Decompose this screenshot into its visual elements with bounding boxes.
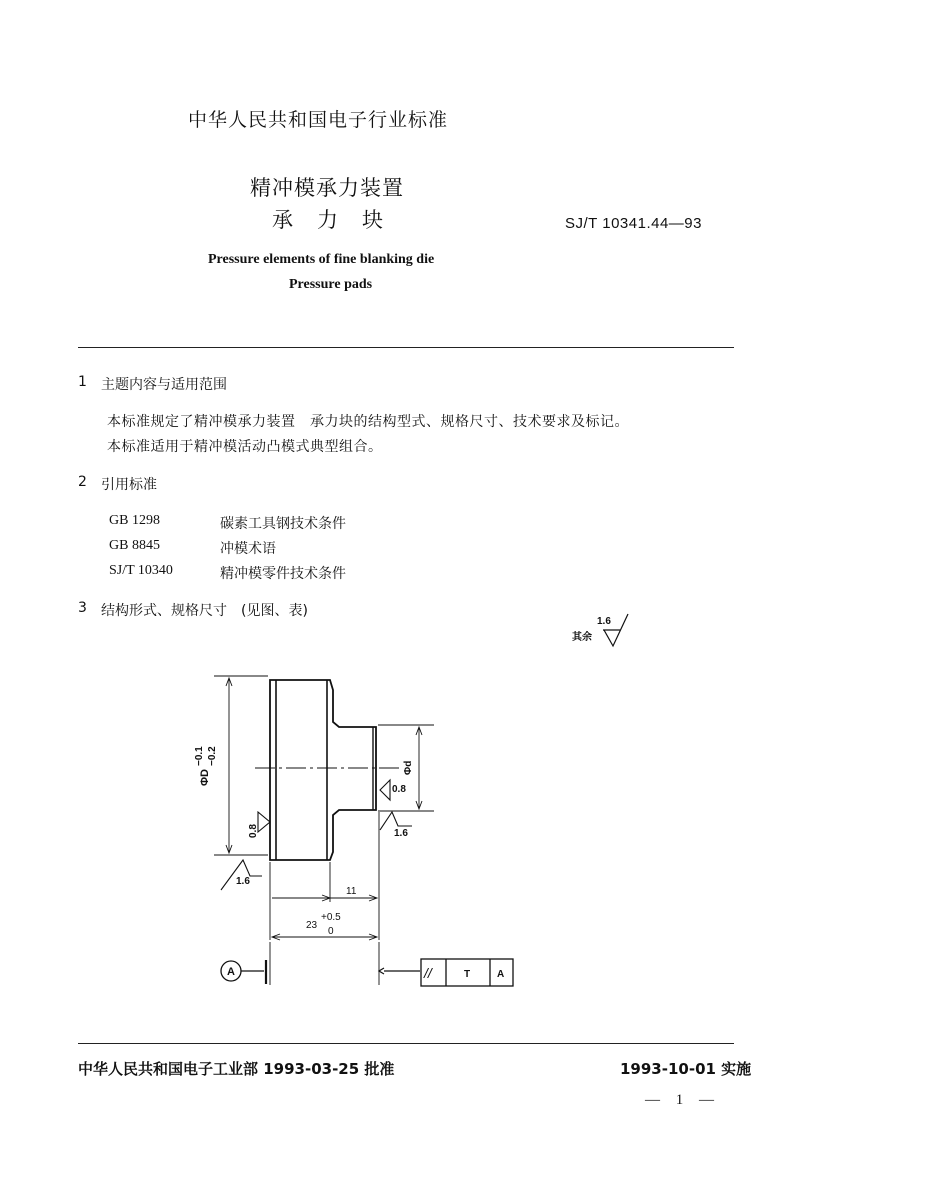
- roughness-face-value: 0.8: [248, 824, 259, 838]
- small-diameter-label: Φd: [403, 760, 414, 775]
- section-1-paragraph-2: 本标准适用于精冲模活动凸模式典型组合。: [107, 439, 383, 455]
- dimension-23-tol-upper: +0.5: [321, 912, 341, 923]
- main-diameter-label: ΦD: [199, 769, 211, 786]
- roughness-rest-label: 其余: [572, 632, 592, 643]
- dimension-23: 23: [306, 920, 318, 931]
- datum-a-label: A: [227, 966, 235, 978]
- section-2-heading: 引用标准: [101, 477, 157, 493]
- section-3-heading: 结构形式、规格尺寸 (见图、表): [101, 603, 308, 619]
- standard-title: 精冲模承力装置: [250, 176, 404, 200]
- english-subtitle: Pressure pads: [289, 277, 373, 292]
- roughness-step-value: 1.6: [394, 828, 408, 839]
- roughness-face-icon: [258, 812, 270, 832]
- reference-name: 精冲模零件技术条件: [220, 566, 346, 582]
- gtol-tolerance-label: T: [464, 969, 471, 980]
- dimension-11: 11: [346, 886, 357, 897]
- pressure-pad-outline: [270, 680, 376, 860]
- dimension-23-tol-lower: 0: [328, 926, 334, 937]
- reference-name: 碳素工具钢技术条件: [220, 516, 346, 532]
- roughness-rest-value: 1.6: [597, 616, 611, 627]
- issuing-organization: 中华人民共和国电子行业标准: [188, 109, 449, 131]
- gtol-parallelism-symbol: //: [424, 965, 432, 981]
- main-diameter-tol-lower: −0.2: [207, 746, 218, 766]
- gtol-datum-label: A: [497, 969, 505, 980]
- main-diameter-tol-upper: −0.1: [194, 746, 205, 766]
- reference-code: SJ/T 10340: [109, 563, 173, 578]
- english-title: Pressure elements of fine blanking die: [208, 252, 435, 267]
- footer-divider: [78, 1043, 734, 1044]
- section-3-number: 3: [78, 600, 87, 616]
- roughness-shoulder-value: 0.8: [392, 784, 406, 795]
- approval-line: 中华人民共和国电子工业部 1993-03-25 批准: [78, 1060, 395, 1078]
- roughness-shoulder-icon: [380, 780, 390, 800]
- section-1-number: 1: [78, 374, 87, 390]
- standard-subtitle: 承力块: [272, 208, 407, 232]
- reference-name: 冲模术语: [220, 541, 276, 557]
- section-1-paragraph-1: 本标准规定了精冲模承力装置 承力块的结构型式、规格尺寸、技术要求及标记。: [107, 414, 629, 430]
- reference-code: GB 8845: [109, 538, 160, 553]
- implementation-date: 1993-10-01 实施: [620, 1060, 752, 1078]
- roughness-bottom-value: 1.6: [236, 876, 250, 887]
- reference-code: GB 1298: [109, 513, 160, 528]
- section-1-heading: 主题内容与适用范围: [101, 377, 227, 393]
- page-number: — 1 —: [645, 1092, 720, 1108]
- standard-number: SJ/T 10341.44—93: [565, 215, 702, 232]
- section-2-number: 2: [78, 474, 87, 490]
